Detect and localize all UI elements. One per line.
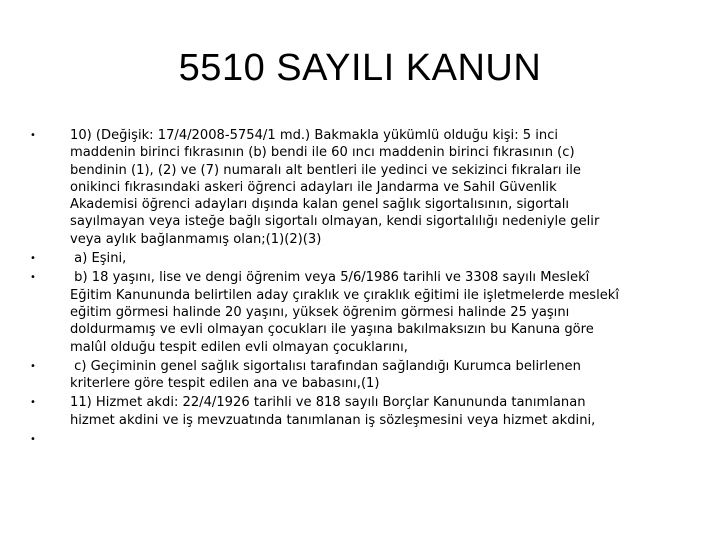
bullet-item-definition-11	[30, 394, 690, 429]
bullet-item-b	[30, 269, 690, 355]
bullet-dot-icon: •	[30, 272, 36, 284]
bullet-item-c	[30, 358, 690, 393]
bullet-dot-icon: •	[30, 253, 36, 265]
bullet-dot-icon: •	[30, 397, 36, 409]
bullet-text: c) Geçiminin genel sağlık sigortalısı tarafından sağlandığı Kurumca belirlenen kriterlere göre tespit edilen ana ve babasını,(1)	[70, 358, 581, 392]
bullet-text: b) 18 yaşını, lise ve dengi öğrenim veya 5/6/1986 tarihli ve 3308 sayılı Meslekî Eğitim Kanununda belirtilen aday çıraklık ve çıraklık eğitimi ile işletmelerde meslekî eğitim görmesi halinde 20 yaşını, yüksek öğrenim görmesi halinde 25 yaşını doldurmamış ve evli olmayan çocukları ile yaşına bakılmaksızın bu Kanuna göre malûl olduğu tespit edilen evli olmayan çocuklarını,	[70, 270, 620, 355]
bullet-list	[30, 127, 690, 448]
bullet-dot-icon: •	[30, 130, 36, 141]
bullet-item-a	[30, 250, 690, 267]
bullet-dot-icon: •	[30, 434, 36, 446]
bullet-text: a) Eşini,	[70, 251, 127, 267]
bullet-dot-icon: •	[30, 360, 36, 372]
bullet-item-definition-10	[30, 127, 690, 248]
bullet-item-empty	[30, 431, 690, 448]
slide-title: 5510 SAYILI KANUN	[178, 47, 542, 89]
bullet-text: 10) (Değişik: 17/4/2008-5754/1 md.) Bakmakla yükümlü olduğu kişi: 5 inci maddenin birinci fıkrasının (b) bendi ile 60 ıncı maddenin birinci fıkrasının (c) bendinin (1), (2) ve (7) numaralı alt bentleri ile yedinci ve sekizinci fıkraları ile onikinci fıkrasındaki askeri öğrenci adayları ile Jandarma ve Sahil Güvenlik Akademisi öğrenci adayları dışında kalan genel sağlık sigortalısının, sigortalı sayılmayan veya isteğe bağlı sigortalı olmayan, kendi sigortalılığı nedeniyle gelir veya aylık bağlanmamış olan;(1)(2)(3)	[70, 128, 600, 247]
bullet-text: 11) Hizmet akdi: 22/4/1926 tarihli ve 818 sayılı Borçlar Kanununda tanımlanan hizmet akdini ve iş mevzuatında tanımlanan iş sözleşmesini veya hizmet akdini,	[70, 395, 596, 428]
